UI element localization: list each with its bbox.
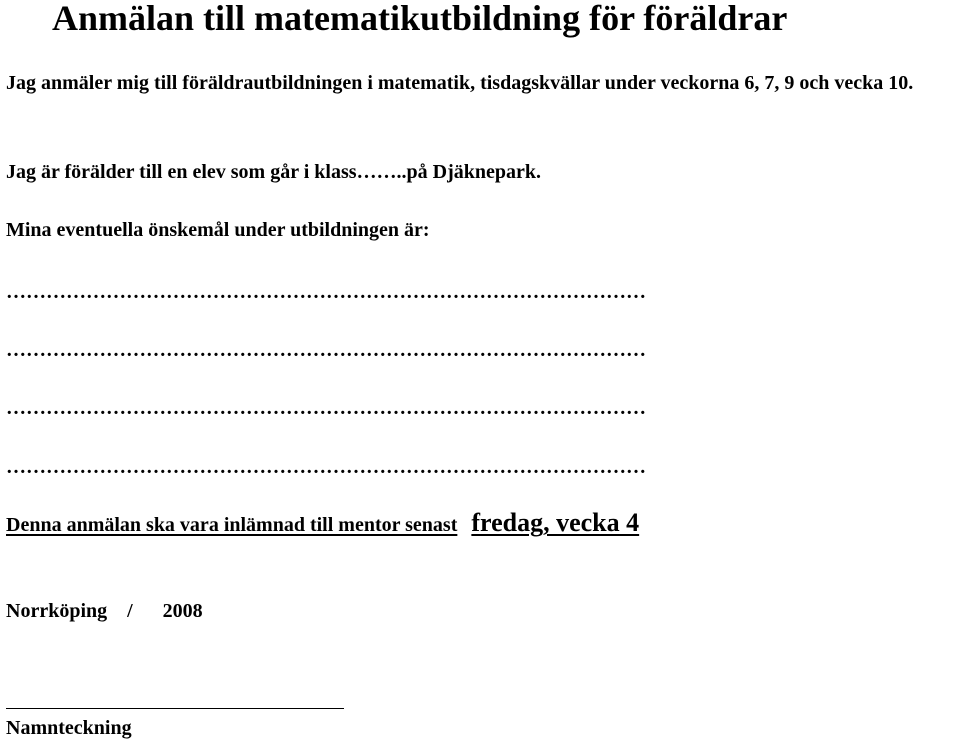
- form-title: Anmälan till matematikutbildning för föräldrar: [52, 0, 788, 38]
- dotted-answer-line: ……………………………………………………………………………………: [6, 456, 646, 478]
- place-date-line: Norrköping / 2008: [6, 600, 203, 622]
- wishes-label: Mina eventuella önskemål under utbildningen är:: [6, 219, 430, 241]
- deadline-day: fredag, vecka 4: [471, 508, 640, 537]
- signature-line: [6, 708, 344, 709]
- dotted-answer-line: ……………………………………………………………………………………: [6, 281, 646, 303]
- dotted-answer-line: ……………………………………………………………………………………: [6, 397, 646, 419]
- parent-class-line: Jag är förälder till en elev som går i klass……..på Djäknepark.: [6, 161, 541, 183]
- deadline-text: Denna anmälan ska vara inlämnad till mentor senast: [6, 514, 458, 536]
- intro-paragraph: Jag anmäler mig till föräldrautbildningen i matematik, tisdagskvällar under veckorna 6, 7, 9 och vecka 10.: [6, 72, 914, 94]
- dotted-answer-line: ……………………………………………………………………………………: [6, 339, 646, 361]
- deadline-statement: [6, 508, 639, 540]
- signature-label: Namnteckning: [6, 717, 132, 739]
